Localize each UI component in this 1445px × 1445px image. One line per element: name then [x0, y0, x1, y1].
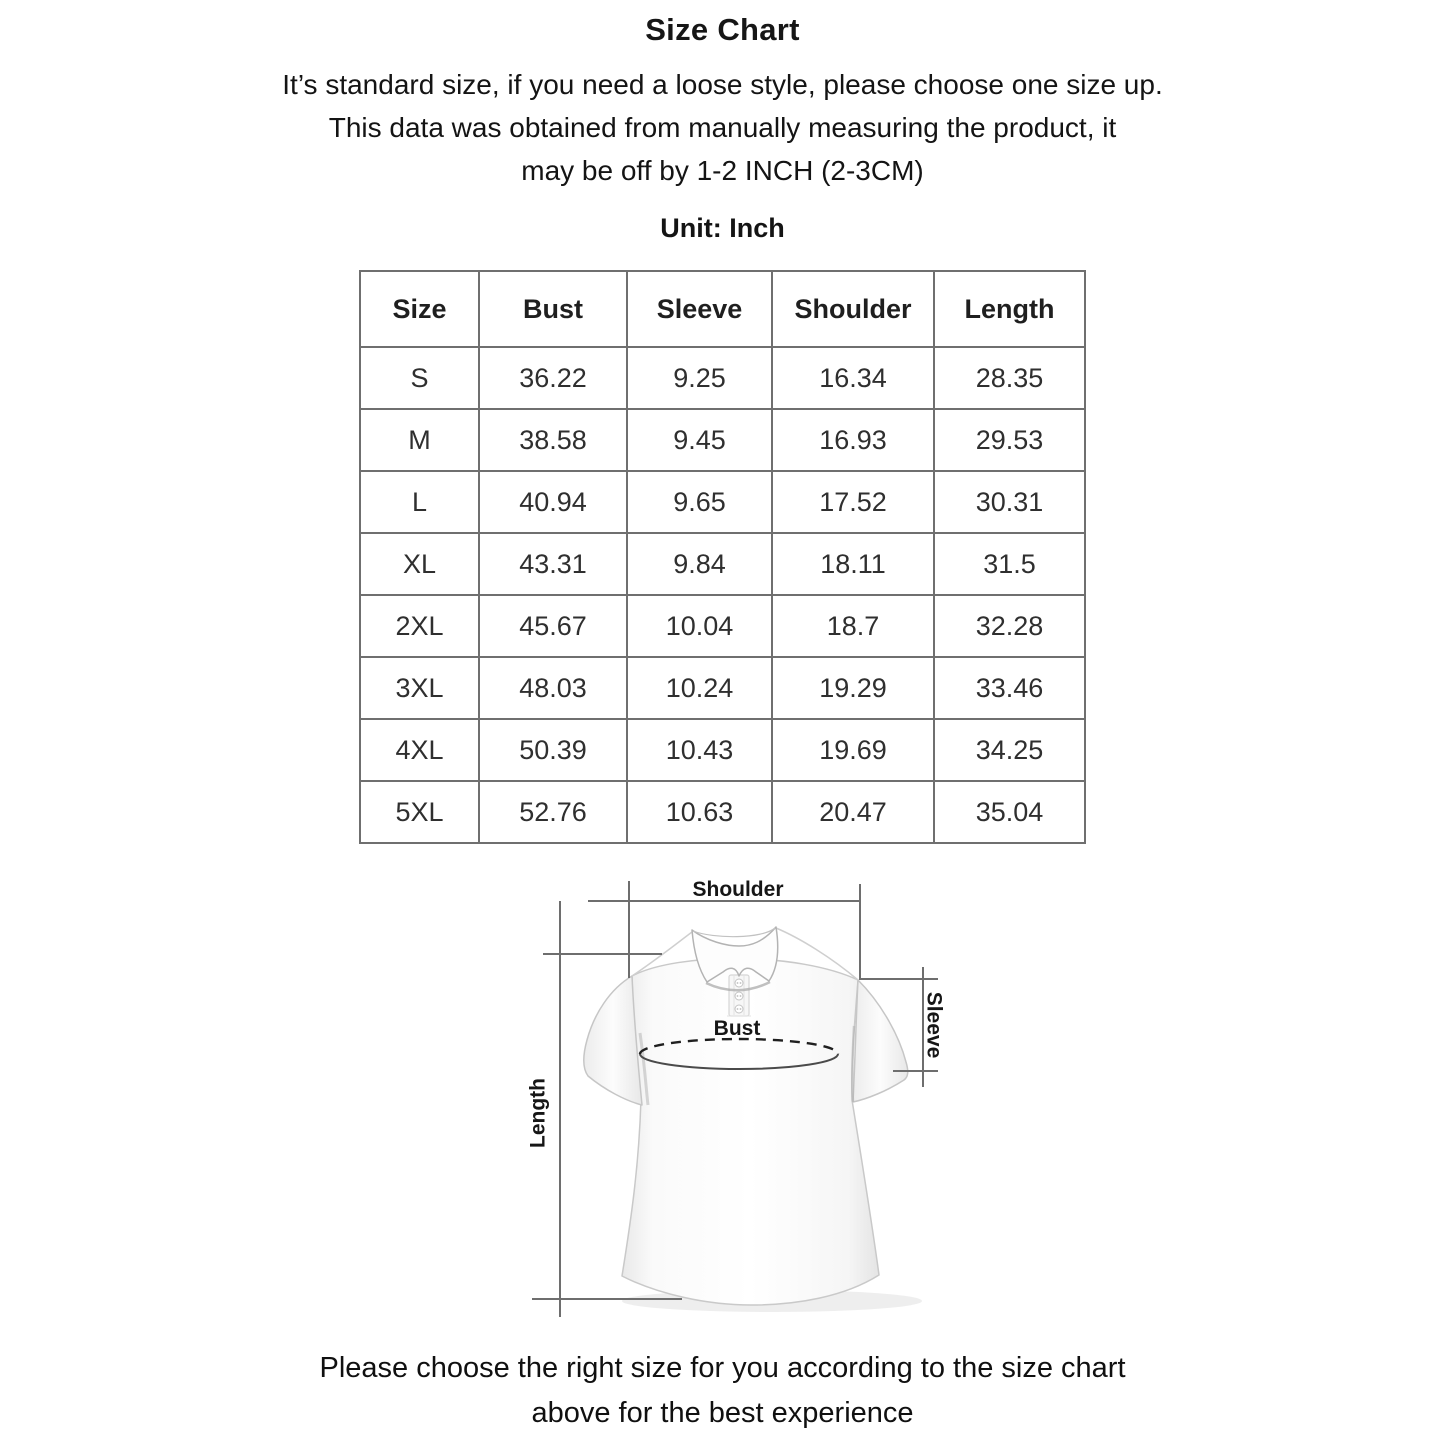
length-label: Length: [526, 1078, 550, 1148]
sleeve-label: Sleeve: [922, 991, 946, 1059]
column-header-bust: Bust: [479, 271, 627, 347]
value-cell: 9.65: [627, 471, 772, 533]
size-note-line-2: This data was obtained from manually measuring the product, it: [328, 112, 1117, 143]
value-cell: 29.53: [934, 409, 1085, 471]
value-cell: 48.03: [479, 657, 627, 719]
size-table: [359, 270, 1086, 844]
value-cell: 33.46: [934, 657, 1085, 719]
collar-fold-line: [693, 928, 775, 937]
value-cell: 10.04: [627, 595, 772, 657]
value-cell: 16.93: [772, 409, 934, 471]
size-note-line-1: It’s standard size, if you need a loose style, please choose one size up.: [282, 69, 1163, 100]
column-header-size: Size: [360, 271, 479, 347]
value-cell: 52.76: [479, 781, 627, 843]
table-row: [360, 719, 1085, 781]
shoulder-label: Shoulder: [692, 878, 784, 901]
value-cell: 19.29: [772, 657, 934, 719]
value-cell: 31.5: [934, 533, 1085, 595]
value-cell: 30.31: [934, 471, 1085, 533]
footer-line-2: above for the best experience: [531, 1397, 914, 1429]
value-cell: 50.39: [479, 719, 627, 781]
right-underarm-crease: [852, 1026, 854, 1102]
table-header-row: [360, 271, 1085, 347]
table-row: [360, 409, 1085, 471]
value-cell: 28.35: [934, 347, 1085, 409]
table-row: [360, 657, 1085, 719]
footer-note: [0, 1346, 1445, 1436]
measurement-diagram: [510, 868, 970, 1330]
value-cell: 10.63: [627, 781, 772, 843]
table-row: [360, 595, 1085, 657]
bust-label: Bust: [713, 1017, 761, 1040]
value-cell: 34.25: [934, 719, 1085, 781]
table-row: [360, 781, 1085, 843]
value-cell: 9.45: [627, 409, 772, 471]
value-cell: 18.11: [772, 533, 934, 595]
value-cell: 35.04: [934, 781, 1085, 843]
value-cell: 16.34: [772, 347, 934, 409]
value-cell: 10.43: [627, 719, 772, 781]
table-row: [360, 533, 1085, 595]
column-header-sleeve: Sleeve: [627, 271, 772, 347]
value-cell: 43.31: [479, 533, 627, 595]
size-cell: L: [360, 471, 479, 533]
size-cell: 5XL: [360, 781, 479, 843]
column-header-length: Length: [934, 271, 1085, 347]
value-cell: 20.47: [772, 781, 934, 843]
value-cell: 9.25: [627, 347, 772, 409]
column-header-shoulder: Shoulder: [772, 271, 934, 347]
table-row: [360, 471, 1085, 533]
table-row: [360, 347, 1085, 409]
size-cell: M: [360, 409, 479, 471]
shirt-right-sleeve: [853, 980, 908, 1102]
value-cell: 45.67: [479, 595, 627, 657]
size-cell: 4XL: [360, 719, 479, 781]
value-cell: 9.84: [627, 533, 772, 595]
page-title: Size Chart: [645, 12, 800, 47]
polo-shirt-diagram: [510, 868, 970, 1330]
value-cell: 36.22: [479, 347, 627, 409]
value-cell: 17.52: [772, 471, 934, 533]
size-cell: 3XL: [360, 657, 479, 719]
shirt-left-sleeve: [584, 976, 642, 1105]
size-cell: 2XL: [360, 595, 479, 657]
value-cell: 10.24: [627, 657, 772, 719]
size-cell: XL: [360, 533, 479, 595]
value-cell: 18.7: [772, 595, 934, 657]
value-cell: 19.69: [772, 719, 934, 781]
unit-label: Unit: Inch: [660, 213, 785, 243]
value-cell: 38.58: [479, 409, 627, 471]
size-note: [0, 63, 1445, 192]
value-cell: 40.94: [479, 471, 627, 533]
size-table-body: [360, 347, 1085, 843]
size-cell: S: [360, 347, 479, 409]
value-cell: 32.28: [934, 595, 1085, 657]
size-note-line-3: may be off by 1-2 INCH (2-3CM): [521, 155, 924, 186]
shirt-body: [622, 958, 879, 1305]
buttons: [735, 979, 743, 1013]
footer-line-1: Please choose the right size for you according to the size chart: [319, 1352, 1126, 1384]
